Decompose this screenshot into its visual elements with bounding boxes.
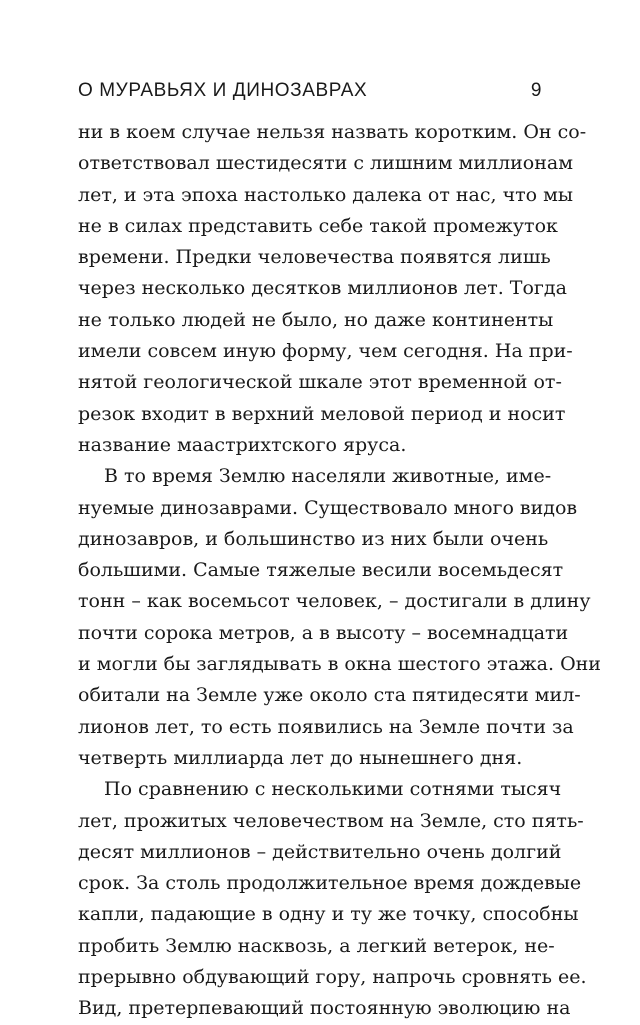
text-line: резок входит в верхний меловой период и носит	[78, 402, 566, 425]
page-number: 9	[530, 80, 542, 101]
text-line: ни в коем случае нельзя назвать коротким. Он со-	[78, 121, 587, 143]
text-line: ответствовал шестидесяти с лишним миллионам	[78, 152, 574, 175]
text-line: четверть миллиарда лет до нынешнего дня.	[78, 746, 523, 769]
body-text	[78, 117, 601, 1025]
text-line: По сравнению с несколькими сотнями тысяч	[104, 778, 562, 801]
chapter-title: О МУРАВЬЯХ И ДИНОЗАВРАХ	[78, 80, 368, 101]
text-line: прерывно обдувающий гору, напрочь сровнять ее.	[78, 966, 587, 989]
text-line: обитали на Земле уже около ста пятидесяти мил-	[78, 684, 581, 707]
text-line: срок. За столь продолжительное время дождевые	[78, 872, 582, 895]
running-head	[78, 80, 542, 110]
text-line: и могли бы заглядывать в окна шестого этажа. Они	[78, 653, 601, 676]
text-line: капли, падающие в одну и ту же точку, способны	[78, 903, 579, 926]
text-line: лет, и эта эпоха настолько далека от нас, что мы	[78, 183, 574, 206]
text-line: динозавров, и большинство из них были очень	[78, 527, 549, 550]
text-line: В то время Землю населяли животные, име-	[104, 465, 552, 488]
text-line: пробить Землю насквозь, а легкий ветерок, не-	[78, 934, 555, 957]
text-line: лионов лет, то есть появились на Земле почти за	[78, 715, 574, 738]
text-line: большими. Самые тяжелые весили восемьдесят	[78, 559, 564, 582]
text-line: тонн – как восемьсот человек, – достигали в длину	[78, 590, 591, 613]
text-line: лет, прожитых человечеством на Земле, сто пять-	[78, 809, 584, 832]
text-line: название маастрихтского яруса.	[78, 433, 407, 456]
text-line: через несколько десятков миллионов лет. Тогда	[78, 277, 567, 300]
text-line: десят миллионов – действительно очень долгий	[78, 840, 562, 863]
text-line: имели совсем иную форму, чем сегодня. На при-	[78, 340, 573, 363]
text-line: Вид, претерпевающий постоянную эволюцию на	[78, 997, 571, 1020]
text-line: не только людей не было, но даже континенты	[78, 308, 554, 331]
paragraph	[78, 461, 601, 774]
text-line: времени. Предки человечества появятся лишь	[78, 246, 551, 269]
text-line: нятой геологической шкале этот временной от-	[78, 371, 562, 394]
paragraph	[78, 774, 587, 1024]
paragraph	[78, 117, 587, 461]
text-line: почти сорока метров, а в высоту – восемнадцати	[78, 621, 569, 644]
text-line: не в силах представить себе такой промежуток	[78, 214, 558, 237]
text-line: нуемые динозаврами. Существовало много видов	[78, 496, 578, 519]
